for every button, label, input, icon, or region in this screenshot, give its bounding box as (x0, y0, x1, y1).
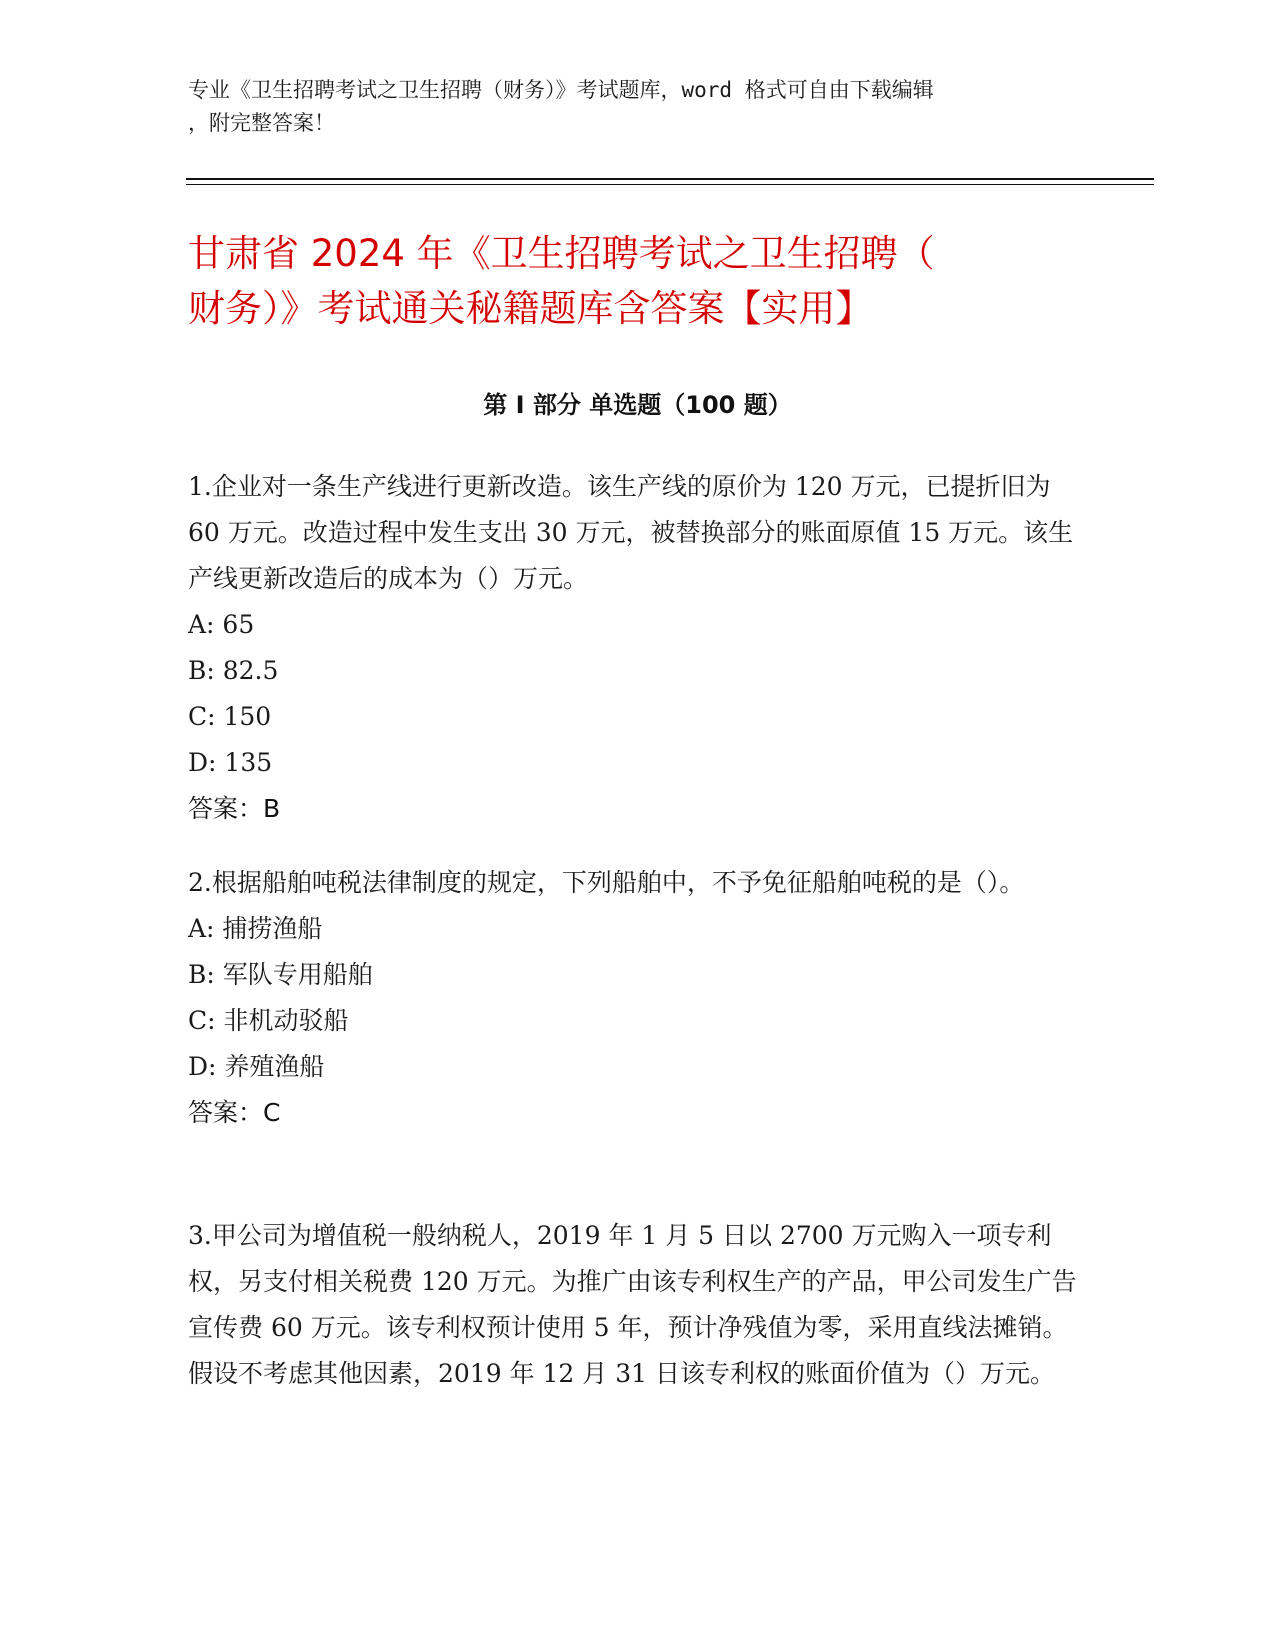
question-stem: 2.根据船舶吨税法律制度的规定，下列船舶中，不予免征船舶吨税的是（）。 (188, 868, 1025, 897)
question-2 (188, 860, 1088, 1136)
question-3 (188, 1213, 1088, 1397)
option-d: D: 养殖渔船 (188, 1052, 325, 1081)
section-heading: 第 I 部分 单选题（100 题） (483, 391, 792, 419)
option-b: B: 军队专用船舶 (188, 960, 373, 989)
question-stem: 3.甲公司为增值税一般纳税人，2019 年 1 月 5 日以 2700 万元购入一项专利权，另支付相关税费 120 万元。为推广由该专利权生产的产品，甲公司发生广告宣传费 60 万元。该专利权预计使用 5 年，预计净残值为零，采用直线法摊销。假设不考虑其他因素，2019 年 12 月 31 日该专利权的账面价值为（）万元。 (188, 1221, 1077, 1388)
header-note (188, 74, 1088, 140)
header-note-line-1: 专业《卫生招聘考试之卫生招聘（财务）》考试题库，word 格式可自由下载编辑 (188, 78, 934, 102)
option-c: C: 非机动驳船 (188, 1006, 349, 1035)
option-a: A: 65 (188, 610, 255, 639)
header-divider-thin (186, 184, 1154, 185)
question-stem: 1.企业对一条生产线进行更新改造。该生产线的原价为 120 万元，已提折旧为 60 万元。改造过程中发生支出 30 万元，被替换部分的账面原值 15 万元。该生产线更新改造后的成本为（）万元。 (188, 472, 1074, 593)
question-1 (188, 464, 1088, 832)
option-d: D: 135 (188, 748, 273, 777)
document-title-line-1: 甘肃省 2024 年《卫生招聘考试之卫生招聘（ (188, 232, 935, 275)
document-title (188, 226, 1108, 336)
option-a: A: 捕捞渔船 (188, 914, 323, 943)
answer-label: 答案：B (188, 794, 281, 823)
header-divider-thick (186, 178, 1154, 180)
document-title-line-2: 财务）》考试通关秘籍题库含答案【实用】 (188, 287, 873, 330)
answer-label: 答案：C (188, 1098, 281, 1127)
option-b: B: 82.5 (188, 656, 279, 685)
header-note-line-2: ，附完整答案！ (188, 111, 335, 135)
option-c: C: 150 (188, 702, 272, 731)
